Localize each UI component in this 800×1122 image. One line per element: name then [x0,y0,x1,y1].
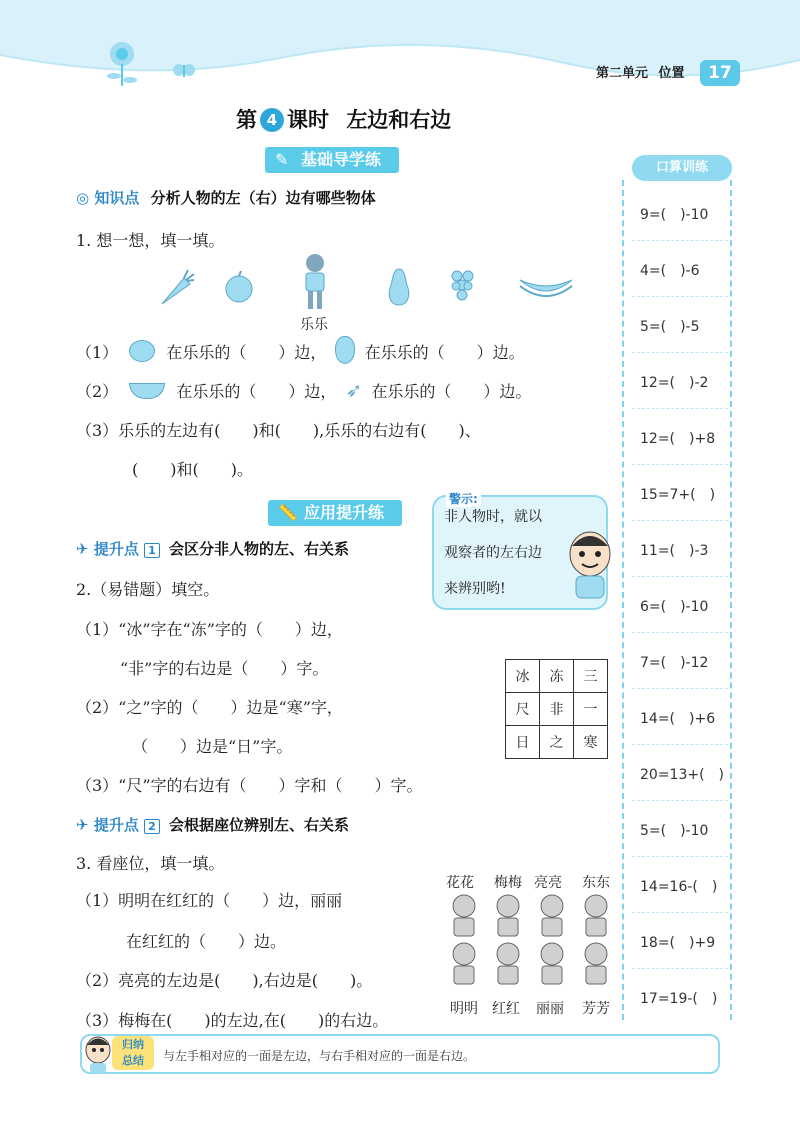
q1-3b: ( )和( )。 [132,460,253,479]
target-icon: ◎ [76,189,90,207]
q1-1-num: （1） [76,343,119,362]
q2-title: 2.（易错题）填空。 [76,580,220,599]
ruler-icon: 📏 [278,503,298,522]
q3-2: （2）亮亮的左边是( ),右边是( )。 [76,971,373,990]
improve-tag: 提升点 [93,816,139,834]
drill-item: 7=( )-12 [640,655,709,671]
seating-figures [446,892,616,996]
q1-1 [76,336,525,364]
lesson-number-badge: 4 [260,108,284,132]
tip-line-1: 非人物时，就以 [444,509,542,525]
mascot-face-icon [84,1034,112,1074]
drill-divider [632,240,728,241]
carrot-icon [156,268,196,308]
topic-label: 位置 [658,66,685,81]
q2-2b: （ ）边是“日”字。 [132,737,293,756]
seat-back-name: 花花 [446,875,474,891]
drill-item: 5=( )-5 [640,319,700,335]
tip-label: 警示: [446,490,481,507]
drill-divider [632,464,728,465]
person-label: 乐乐 [300,317,328,333]
q3-3: （3）梅梅在( )的左边,在( )的右边。 [76,1011,389,1030]
pear-icon [335,336,355,364]
summary-text: 与左手相对应的一面是左边，与右手相对应的一面是右边。 [163,1049,476,1063]
improve-text: 会区分非人物的左、右关系 [168,540,349,558]
q2-3: （3）“尺”字的右边有（ ）字和（ ）字。 [76,776,423,795]
grid-cell: 冻 [540,660,574,693]
pear-icon [384,265,414,307]
grid-row [506,726,608,759]
q2-2a: （2）“之”字的（ ）边是“寒”字， [76,698,343,717]
tip-line-2: 观察者的左右边 [444,545,542,561]
drill-item: 12=( )+8 [640,431,716,447]
q3-1a: （1）明明在红红的（ ）边，丽丽 [76,891,343,910]
grid-cell: 非 [540,693,574,726]
q1-1-text-b: 在乐乐的（ ）边。 [364,343,525,362]
drill-item: 14=( )+6 [640,711,716,727]
drill-divider [632,352,728,353]
boy-mascot-icon [566,530,614,602]
lesson-suffix: 课时 [287,108,329,132]
seat-front-name: 明明 [450,1001,478,1017]
q1-2-num: （2） [76,382,119,401]
pencil-icon: ✎ [275,150,289,169]
knowledge-tag: 知识点 [94,189,140,207]
side-divider [622,180,624,1020]
side-divider [730,180,732,1020]
q2-1a: （1）“冰”字在“冻”字的（ ）边， [76,620,343,639]
character-grid [505,659,608,759]
drill-divider [632,408,728,409]
drill-item: 17=19-( ) [640,991,718,1007]
q1-2-text-a: 在乐乐的（ ）边， [176,382,337,401]
grid-cell: 冰 [506,660,540,693]
drill-divider [632,688,728,689]
lesson-prefix: 第 [236,108,257,132]
summary-tag-line: 总结 [122,1054,144,1067]
grid-cell: 一 [574,693,608,726]
improve-num-badge: 2 [144,819,160,834]
drill-divider [632,912,728,913]
drill-item: 12=( )-2 [640,375,709,391]
lesson-name: 左边和右边 [346,108,452,132]
sunflower-icon [100,38,144,88]
apple-icon [129,340,155,362]
improve-point-1 [76,538,349,559]
seat-front-name: 红红 [492,1001,520,1017]
drill-item: 4=( )-6 [640,263,700,279]
grid-cell: 日 [506,726,540,759]
grapes-icon [448,268,478,304]
drill-divider [632,296,728,297]
drill-item: 14=16-( ) [640,879,718,895]
grid-cell: 尺 [506,693,540,726]
drill-item: 15=7+( ) [640,487,716,503]
q1-1-text-a: 在乐乐的（ ）边， [166,343,327,362]
page-number: 17 [700,60,740,86]
grid-cell: 三 [574,660,608,693]
apple-icon [222,270,256,304]
q1-3a: （3）乐乐的左边有( )和( ),乐乐的右边有( )、 [76,421,481,440]
seat-front-name: 芳芳 [582,1001,610,1017]
side-title: 口算训练 [632,155,732,181]
knowledge-point [76,187,376,208]
knowledge-text: 分析人物的左（右）边有哪些物体 [150,189,376,207]
drill-item: 20=13+( ) [640,767,725,783]
grid-cell: 寒 [574,726,608,759]
drill-item: 11=( )-3 [640,543,709,559]
drill-item: 18=( )+9 [640,935,716,951]
grid-cell: 之 [540,726,574,759]
q1-title: 1. 想一想，填一填。 [76,231,225,250]
drill-divider [632,520,728,521]
q3-1b: 在红红的（ ）边。 [126,932,287,951]
section-banner-applied [268,500,402,526]
butterfly-icon [172,62,196,80]
banner-label: 应用提升练 [304,503,385,522]
drill-item: 5=( )-10 [640,823,709,839]
improve-num-badge: 1 [144,543,160,558]
q2-1b: “非”字的右边是（ ）字。 [120,659,329,678]
seat-back-name: 东东 [582,875,610,891]
plane-icon: ✈ [76,816,89,834]
plane-icon: ✈ [76,540,89,558]
carrot-icon: ➶ [345,378,363,402]
drill-item: 9=( )-10 [640,207,709,223]
improve-point-2 [76,814,349,835]
drill-divider [632,576,728,577]
banner-label: 基础导学练 [301,150,382,169]
seat-back-name: 梅梅 [494,875,522,891]
bananas-icon [518,272,574,302]
summary-tag [112,1036,154,1070]
seat-back-name: 亮亮 [534,875,562,891]
seat-front-name: 丽丽 [536,1001,564,1017]
grid-row [506,660,608,693]
improve-text: 会根据座位辨别左、右关系 [168,816,349,834]
bananas-icon [129,383,165,399]
q3-title: 3. 看座位，填一填。 [76,854,225,873]
drill-divider [632,744,728,745]
q1-2-text-b: 在乐乐的（ ）边。 [371,382,532,401]
q1-2 [76,378,531,402]
grid-row [506,693,608,726]
lesson-title [236,104,451,134]
header-unit-topic [596,62,685,81]
summary-tag-line: 归纳 [122,1038,144,1051]
drill-item: 6=( )-10 [640,599,709,615]
drill-divider [632,800,728,801]
drill-divider [632,968,728,969]
boy-lele-figure [300,253,330,311]
section-banner-basic [265,147,399,173]
unit-label: 第二单元 [596,66,649,81]
improve-tag: 提升点 [93,540,139,558]
drill-divider [632,856,728,857]
tip-line-3: 来辨别哟! [444,581,506,597]
drill-divider [632,632,728,633]
